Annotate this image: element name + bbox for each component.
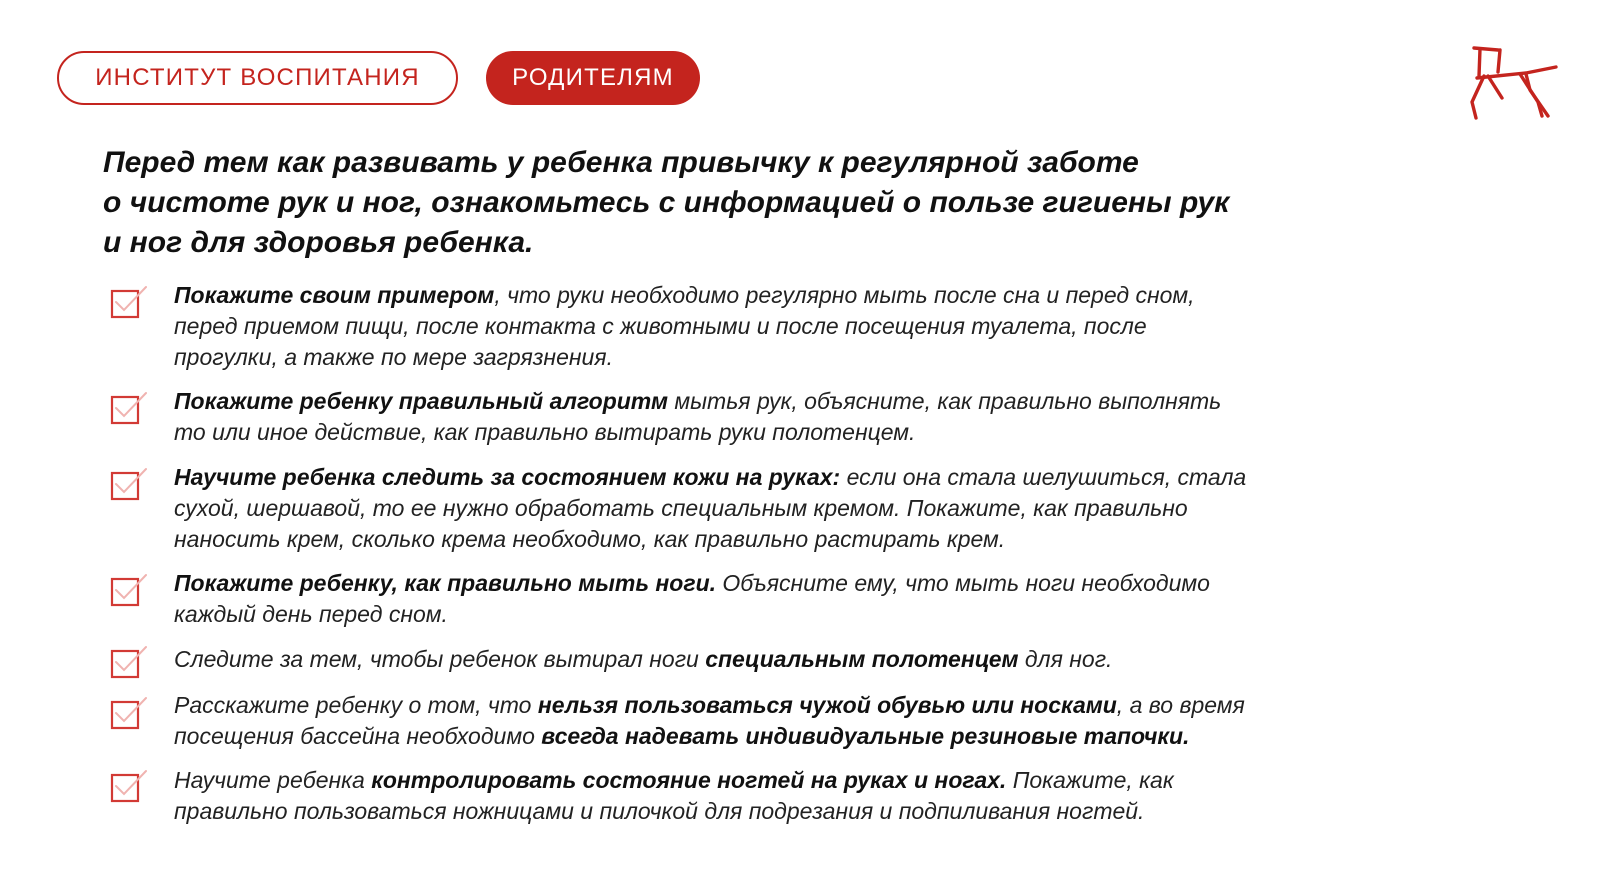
checkbox-checked-icon <box>110 466 150 502</box>
institute-badge <box>57 51 458 105</box>
checklist-item-line <box>174 462 1534 493</box>
heading-line: о чистоте рук и ног, ознакомьтесь с информацией о пользе гигиены рук <box>103 186 1230 219</box>
checkbox-checked-icon <box>110 768 150 804</box>
checklist-item-line <box>174 690 1534 721</box>
checklist-item-line <box>174 721 1534 752</box>
emphasis-text: специальным полотенцем <box>705 646 1019 672</box>
checklist-item <box>174 765 1534 827</box>
body-text: Покажите, как <box>1006 767 1174 793</box>
body-text: Расскажите ребенку о том, что <box>174 692 538 718</box>
body-text: перед приемом пищи, после контакта с животными и после посещения туалета, после <box>174 313 1147 339</box>
checkbox-checked-icon <box>110 390 150 426</box>
checklist-item <box>174 690 1534 752</box>
emphasis-text: Покажите своим примером <box>174 282 495 308</box>
checklist-item <box>174 462 1534 555</box>
heading-line: и ног для здоровья ребенка. <box>103 226 534 259</box>
checklist-item-line <box>174 311 1534 342</box>
checklist-item-line <box>174 493 1534 524</box>
body-text: , а во время <box>1116 692 1245 718</box>
emphasis-text: контролировать состояние ногтей на руках и ногах. <box>371 767 1007 793</box>
checklist-item-line <box>174 342 1534 373</box>
emphasis-text: Научите ребенка следить за состоянием кожи на руках: <box>174 464 841 490</box>
emphasis-text: Покажите ребенку правильный алгоритм <box>174 388 668 414</box>
checklist-item-line <box>174 765 1534 796</box>
parents-badge <box>486 51 700 105</box>
body-text: Следите за тем, чтобы ребенок вытирал ноги <box>174 646 706 672</box>
body-text: Объясните ему, что мыть ноги необходимо <box>716 570 1210 596</box>
chair-logo-icon <box>1468 46 1560 122</box>
body-text: каждый день перед сном. <box>174 601 448 627</box>
emphasis-text: нельзя пользоваться чужой обувью или носками <box>537 692 1117 718</box>
body-text: Научите ребенка <box>174 767 372 793</box>
institute-badge-label: ИНСТИТУТ ВОСПИТАНИЯ <box>95 64 420 91</box>
checklist-item-line <box>174 599 1534 630</box>
checklist-item <box>174 386 1534 448</box>
body-text: наносить крем, сколько крема необходимо, как правильно растирать крем. <box>174 526 1006 552</box>
body-text: мытья рук, объясните, как правильно выполнять <box>667 388 1222 414</box>
checklist-item <box>174 644 1534 675</box>
body-text: для ног. <box>1018 646 1113 672</box>
checklist-item-line <box>174 280 1534 311</box>
body-text: сухой, шершавой, то ее нужно обработать специальным кремом. Покажите, как правильно <box>174 495 1188 521</box>
checklist-item-line <box>174 796 1534 827</box>
checkbox-checked-icon <box>110 644 150 680</box>
emphasis-text: Покажите ребенку, как правильно мыть ноги. <box>174 570 717 596</box>
checklist-item-line <box>174 417 1534 448</box>
checklist-item <box>174 280 1534 373</box>
body-text: прогулки, а также по мере загрязнения. <box>174 344 613 370</box>
body-text: то или иное действие, как правильно вытирать руки полотенцем. <box>174 419 916 445</box>
checklist-item-line <box>174 644 1534 675</box>
checkbox-checked-icon <box>110 284 150 320</box>
body-text: правильно пользоваться ножницами и пилочкой для подрезания и подпиливания ногтей. <box>174 798 1145 824</box>
heading-line: Перед тем как развивать у ребенка привычку к регулярной заботе <box>103 146 1139 179</box>
emphasis-text: всегда надевать индивидуальные резиновые тапочки. <box>541 723 1190 749</box>
checklist-item-line <box>174 524 1534 555</box>
checklist-item-line <box>174 568 1534 599</box>
checklist-item-line <box>174 386 1534 417</box>
body-text: посещения бассейна необходимо <box>174 723 542 749</box>
checklist-item <box>174 568 1534 630</box>
page-heading <box>103 143 1503 263</box>
checkbox-checked-icon <box>110 572 150 608</box>
body-text: если она стала шелушиться, стала <box>840 464 1247 490</box>
parents-badge-label: РОДИТЕЛЯМ <box>512 64 674 91</box>
checkbox-checked-icon <box>110 695 150 731</box>
body-text: , что руки необходимо регулярно мыть после сна и перед сном, <box>494 282 1195 308</box>
